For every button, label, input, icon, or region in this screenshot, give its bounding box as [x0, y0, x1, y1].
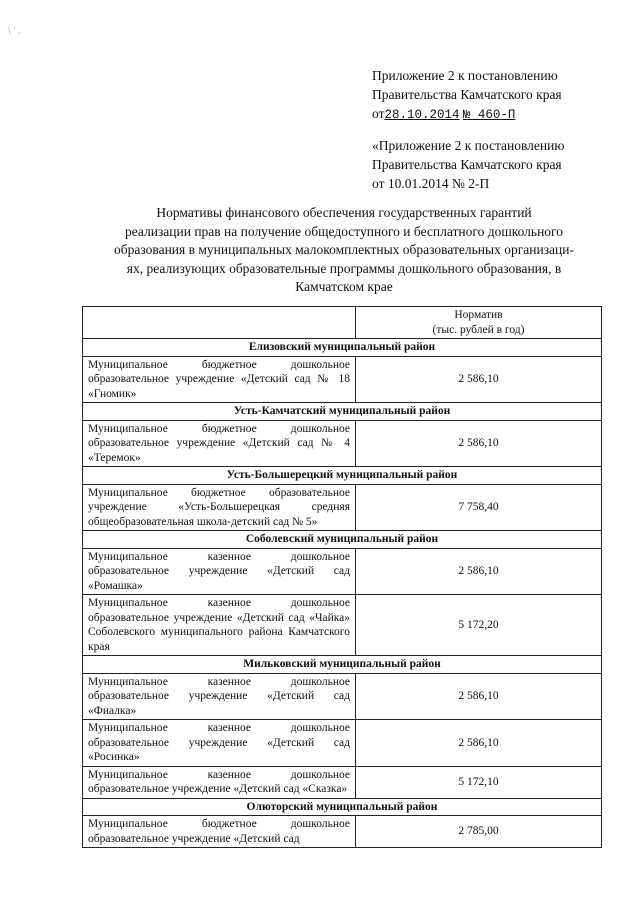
document-title-line: образования в муниципальных малокомплектных образовательных организаци- [114, 242, 574, 257]
appendix-number: № 460-П [462, 108, 516, 122]
section-header-row [83, 531, 602, 549]
institution-name: Муниципальное казенное дошкольное образовательное учреждение «Детский сад «Сказка» [83, 766, 356, 798]
district-title: Олюторский муниципальный район [83, 798, 602, 816]
norms-table-body [83, 339, 602, 848]
appendix-header [372, 66, 562, 125]
scan-corner-mark: \ ' , [8, 26, 21, 35]
document-title [86, 204, 602, 297]
norm-value: 2 586,10 [356, 548, 602, 595]
table-row [83, 595, 602, 656]
institution-name: Муниципальное казенное дошкольное образовательное учреждение «Детский сад «Росинка» [83, 720, 356, 767]
prior-appendix-line: «Приложение 2 к постановлению [372, 138, 565, 153]
institution-name: Муниципальное бюджетное дошкольное образовательное учреждение «Детский сад № 18 «Гномик» [83, 356, 356, 403]
norm-value: 5 172,10 [356, 766, 602, 798]
district-title: Мильковский муниципальный район [83, 656, 602, 674]
norm-value: 2 586,10 [356, 420, 602, 467]
district-title: Усть-Большерецкий муниципальный район [83, 467, 602, 485]
prior-appendix-header [372, 136, 564, 193]
table-header-row [83, 307, 602, 339]
appendix-header-line: Приложение 2 к постановлению [372, 68, 558, 83]
norm-value: 2 586,10 [356, 673, 602, 720]
norm-value: 2 586,10 [356, 720, 602, 767]
appendix-date-prefix: от [372, 106, 385, 121]
section-header-row [83, 798, 602, 816]
institution-name: Муниципальное казенное дошкольное образовательное учреждение «Детский сад «Фиалка» [83, 673, 356, 720]
table-row [83, 484, 602, 531]
document-title-line: реализации прав на получение общедоступного и бесплатного дошкольного [124, 223, 563, 239]
table-row [83, 420, 602, 467]
section-header-row [83, 467, 602, 485]
table-header-label: Норматив [454, 309, 503, 321]
document-title-line: Нормативы финансового обеспечения государственных гарантий [156, 205, 532, 220]
norm-value: 2 586,10 [356, 356, 602, 403]
district-title: Соболевский муниципальный район [83, 531, 602, 549]
section-header-row [83, 656, 602, 674]
norm-value: 5 172,20 [356, 595, 602, 656]
table-header-value-cell [356, 307, 602, 339]
norm-value: 7 758,40 [356, 484, 602, 531]
table-row [83, 673, 602, 720]
table-row [83, 548, 602, 595]
institution-name: Муниципальное казенное дошкольное образовательное учреждение «Детский сад «Чайка» Соболевского муниципального района Камчатского края [83, 595, 356, 656]
table-row [83, 356, 602, 403]
table-row [83, 720, 602, 767]
section-header-row [83, 403, 602, 421]
institution-name: Муниципальное бюджетное образовательное учреждение «Усть-Большерецкая средняя общеобразовательная школа-детский сад № 5» [83, 484, 356, 531]
table-row [83, 766, 602, 798]
appendix-header-line: Правительства Камчатского края [372, 87, 562, 102]
document-title-line: ях, реализующих образовательные программы дошкольного образования, в [126, 260, 562, 276]
institution-name: Муниципальное бюджетное дошкольное образовательное учреждение «Детский сад [83, 816, 356, 848]
prior-appendix-line: Правительства Камчатского края [372, 157, 562, 172]
appendix-header-date-line [372, 104, 562, 125]
table-row [83, 816, 602, 848]
institution-name: Муниципальное бюджетное дошкольное образовательное учреждение «Детский сад № 4 «Теремок» [83, 420, 356, 467]
document-title-line: Камчатском крае [295, 279, 393, 294]
appendix-date: 28.10.2014 [384, 108, 460, 122]
table-header-unit: (тыс. рублей в год) [432, 323, 525, 336]
prior-appendix-line: от 10.01.2014 № 2-П [372, 176, 490, 191]
district-title: Елизовский муниципальный район [83, 339, 602, 357]
institution-name: Муниципальное казенное дошкольное образовательное учреждение «Детский сад «Ромашка» [83, 548, 356, 595]
section-header-row [83, 339, 602, 357]
norm-value: 2 785,00 [356, 816, 602, 848]
district-title: Усть-Камчатский муниципальный район [83, 403, 602, 421]
norms-table [82, 306, 602, 848]
table-header-empty-cell [83, 307, 356, 339]
